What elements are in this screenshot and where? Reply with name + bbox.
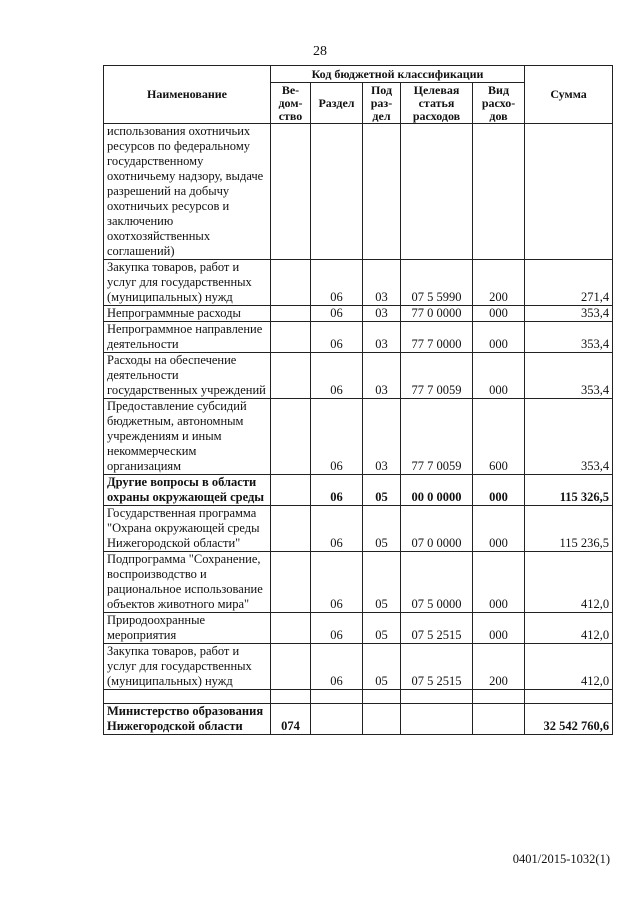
table-row (104, 124, 613, 260)
row-target-article-cell: 77 7 0000 (401, 322, 473, 353)
row-subsection-cell: 03 (363, 260, 401, 306)
row-section-cell: 06 (311, 353, 363, 399)
row-target-article-cell: 00 0 0000 (401, 475, 473, 506)
row-name-cell: Предоставление субсидий бюджетным, автономным учреждениям и иным некоммерческим организациям (104, 399, 271, 475)
row-department-cell (271, 306, 311, 322)
row-sum-cell: 412,0 (525, 552, 613, 613)
row-expense-type-cell (473, 124, 525, 260)
row-section-cell: 06 (311, 644, 363, 690)
row-target-article-cell (401, 704, 473, 735)
row-target-article-cell: 77 7 0059 (401, 353, 473, 399)
row-name-cell: Непрограммное направление деятельности (104, 322, 271, 353)
row-section-cell: 06 (311, 399, 363, 475)
row-sum-cell: 353,4 (525, 399, 613, 475)
table-row (104, 552, 613, 613)
row-department-cell: 074 (271, 704, 311, 735)
row-name-cell: Непрограммные расходы (104, 306, 271, 322)
row-section-cell (311, 690, 363, 704)
table-row (104, 613, 613, 644)
row-department-cell (271, 613, 311, 644)
row-department-cell (271, 399, 311, 475)
budget-table (103, 65, 613, 735)
row-sum-cell: 115 236,5 (525, 506, 613, 552)
table-row (104, 475, 613, 506)
row-name-cell: Государственная программа "Охрана окружающей среды Нижегородской области" (104, 506, 271, 552)
row-subsection-cell (363, 124, 401, 260)
document-code: 0401/2015-1032(1) (512, 852, 610, 866)
row-name-cell: Закупка товаров, работ и услуг для государственных (муниципальных) нужд (104, 260, 271, 306)
row-section-cell: 06 (311, 613, 363, 644)
row-department-cell (271, 690, 311, 704)
table-row (104, 704, 613, 735)
table-row (104, 644, 613, 690)
row-target-article-cell (401, 124, 473, 260)
row-subsection-cell (363, 704, 401, 735)
row-sum-cell: 115 326,5 (525, 475, 613, 506)
row-subsection-cell: 03 (363, 353, 401, 399)
row-name-cell: Природоохранные мероприятия (104, 613, 271, 644)
header-name: Наименование (104, 66, 271, 124)
row-section-cell (311, 704, 363, 735)
row-sum-cell: 271,4 (525, 260, 613, 306)
row-target-article-cell: 07 5 5990 (401, 260, 473, 306)
row-name-cell: Расходы на обеспечение деятельности государственных учреждений (104, 353, 271, 399)
table-row (104, 306, 613, 322)
row-expense-type-cell: 200 (473, 260, 525, 306)
row-target-article-cell: 07 0 0000 (401, 506, 473, 552)
row-section-cell (311, 124, 363, 260)
row-name-cell: Другие вопросы в области охраны окружающей среды (104, 475, 271, 506)
header-section: Раздел (311, 83, 363, 124)
row-subsection-cell (363, 690, 401, 704)
header-department: Ве-дом-ство (271, 83, 311, 124)
row-sum-cell: 412,0 (525, 613, 613, 644)
row-section-cell: 06 (311, 306, 363, 322)
row-sum-cell: 412,0 (525, 644, 613, 690)
row-sum-cell (525, 124, 613, 260)
table-row (104, 399, 613, 475)
header-target-article: Целевая статья расходов (401, 83, 473, 124)
row-section-cell: 06 (311, 260, 363, 306)
row-name-cell (104, 690, 271, 704)
row-subsection-cell: 05 (363, 552, 401, 613)
header-subsection: Под раз-дел (363, 83, 401, 124)
table-row (104, 506, 613, 552)
row-department-cell (271, 506, 311, 552)
row-section-cell: 06 (311, 322, 363, 353)
row-sum-cell: 353,4 (525, 322, 613, 353)
row-department-cell (271, 322, 311, 353)
row-subsection-cell: 05 (363, 644, 401, 690)
row-expense-type-cell: 000 (473, 506, 525, 552)
header-sum: Сумма (525, 66, 613, 124)
row-department-cell (271, 475, 311, 506)
row-subsection-cell: 05 (363, 475, 401, 506)
table-body (104, 124, 613, 735)
table-row (104, 353, 613, 399)
row-expense-type-cell: 000 (473, 613, 525, 644)
row-subsection-cell: 03 (363, 322, 401, 353)
row-subsection-cell: 03 (363, 399, 401, 475)
row-sum-cell (525, 690, 613, 704)
row-name-cell: Закупка товаров, работ и услуг для государственных (муниципальных) нужд (104, 644, 271, 690)
row-subsection-cell: 03 (363, 306, 401, 322)
row-expense-type-cell (473, 704, 525, 735)
page-number: 28 (313, 44, 327, 59)
row-target-article-cell (401, 690, 473, 704)
row-expense-type-cell: 200 (473, 644, 525, 690)
row-sum-cell: 353,4 (525, 306, 613, 322)
row-department-cell (271, 644, 311, 690)
row-expense-type-cell: 000 (473, 306, 525, 322)
row-name-cell: использования охотничьих ресурсов по федеральному государственному охотничьему надзору, выдаче разрешений на добычу охотничьих ресурсов и заключению охотхозяйственных соглашений) (104, 124, 271, 260)
row-expense-type-cell: 000 (473, 322, 525, 353)
row-target-article-cell: 77 0 0000 (401, 306, 473, 322)
row-expense-type-cell (473, 690, 525, 704)
header-classification-code: Код бюджетной классификации (271, 66, 525, 83)
row-section-cell: 06 (311, 506, 363, 552)
table-row (104, 260, 613, 306)
row-expense-type-cell: 000 (473, 475, 525, 506)
row-department-cell (271, 260, 311, 306)
row-section-cell: 06 (311, 475, 363, 506)
row-target-article-cell: 07 5 2515 (401, 644, 473, 690)
row-section-cell: 06 (311, 552, 363, 613)
row-name-cell: Министерство образования Нижегородской области (104, 704, 271, 735)
row-name-cell: Подпрограмма "Сохранение, воспроизводство и рациональное использование объектов животного мира" (104, 552, 271, 613)
row-target-article-cell: 07 5 2515 (401, 613, 473, 644)
row-target-article-cell: 07 5 0000 (401, 552, 473, 613)
row-subsection-cell: 05 (363, 506, 401, 552)
row-expense-type-cell: 600 (473, 399, 525, 475)
header-expense-type: Вид расхо-дов (473, 83, 525, 124)
table-row (104, 690, 613, 704)
row-expense-type-cell: 000 (473, 552, 525, 613)
row-department-cell (271, 353, 311, 399)
row-expense-type-cell: 000 (473, 353, 525, 399)
row-subsection-cell: 05 (363, 613, 401, 644)
table-row (104, 322, 613, 353)
row-sum-cell: 353,4 (525, 353, 613, 399)
row-target-article-cell: 77 7 0059 (401, 399, 473, 475)
row-sum-cell: 32 542 760,6 (525, 704, 613, 735)
row-department-cell (271, 124, 311, 260)
row-department-cell (271, 552, 311, 613)
